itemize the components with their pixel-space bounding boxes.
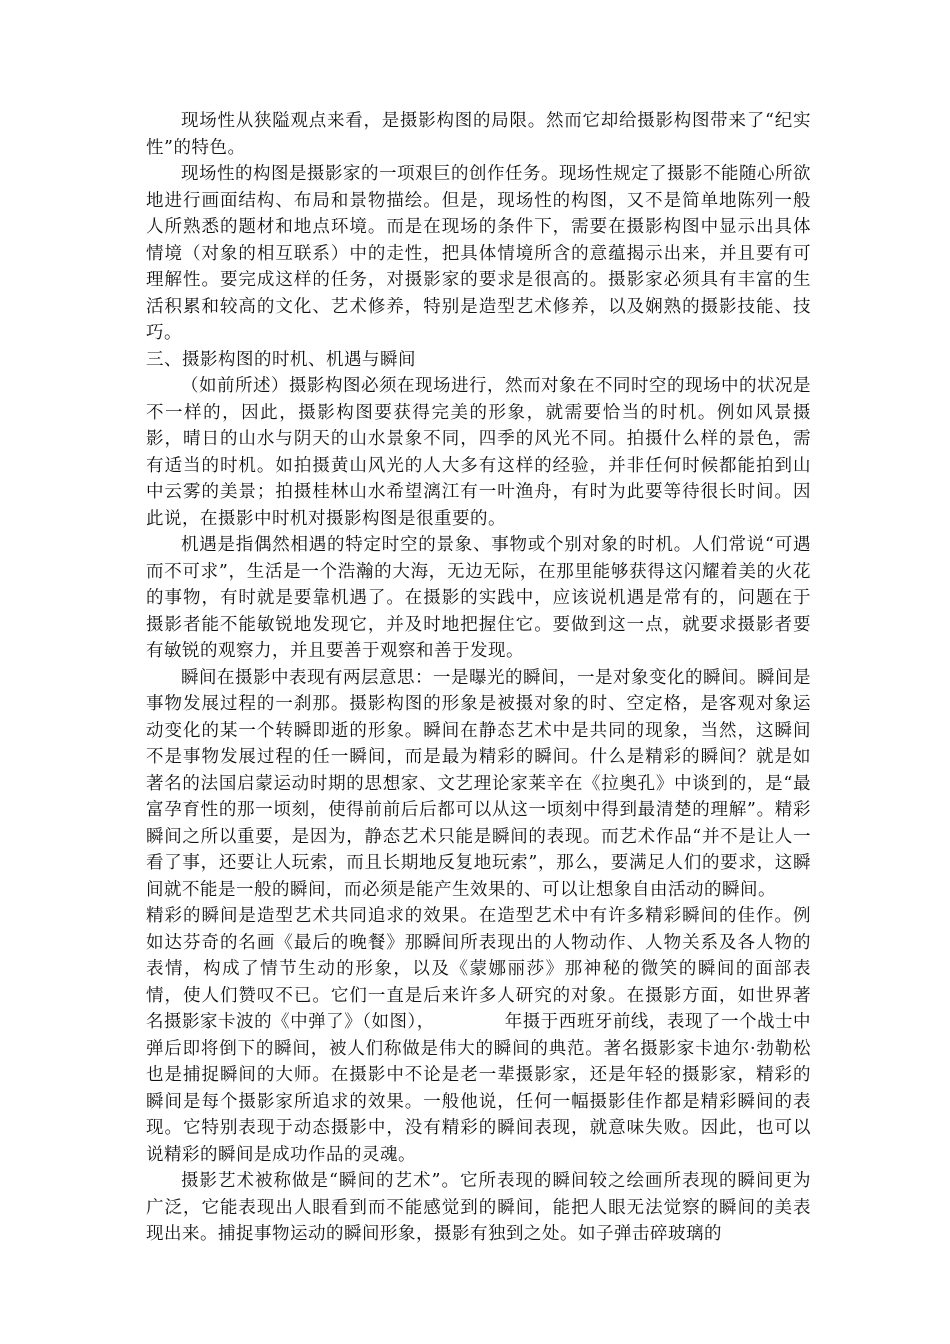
paragraph-opportunity: 机遇是指偶然相遇的特定时空的景象、事物或个别对象的时机。人们常说“可遇而不可求”，生活是一个浩瀚的大海，无边无际，在那里能够获得这闪耀着美的火花的事物，有时就是要靠机遇了。在摄影的实践中，应该说机遇是常有的，问题在于摄影者能不能敏锐地发现它，并及时地把握住它。要做到这一点，就要求摄影者要有敏锐的观察力，并且要善于观察和善于发现。 [146, 535, 811, 661]
paragraph-wonderful-moment-part-2: 年摄于西班牙前线，表现了一个战士中弹后即将倒下的瞬间，被人们称做是伟大的瞬间的典范。著名摄影家卡迪尔·勃勒松也是捕捉瞬间的大师。在摄影中不论是老一辈摄影家，还是年轻的摄影家，精彩的瞬间是每个摄影家所追求的效果。一般他说，任何一幅摄影佳作都是精彩瞬间的表现。它特别表现于动态摄影中，没有精彩的瞬间表现，就意味失败。因此，也可以说精彩的瞬间是成功作品的灵魂。 [146, 1012, 811, 1165]
paragraph-moment: 瞬间在摄影中表现有两层意思：一是曝光的瞬间，一是对象变化的瞬间。瞬间是事物发展过程的一刹那。摄影构图的形象是被摄对象的时、空定格，是客观对象运动变化的某一个转瞬即逝的形象。瞬间在静态艺术中是共同的现象，当然，这瞬间不是事物发展过程的任一瞬间，而是最为精彩的瞬间。什么是精彩的瞬间？就是如著名的法国启蒙运动时期的思想家、文艺理论家莱辛在《拉奥孔》中谈到的，是“最富孕育性的那一顷刻，使得前前后后都可以从这一顷刻中得到最清楚的理解”。精彩瞬间之所以重要，是因为，静态艺术只能是瞬间的表现。而艺术作品“并不是让人一看了事，还要让人玩索，而且长期地反复地玩索”，那么，要满足人们的要求，这瞬间就不能是一般的瞬间，而必须是能产生效果的、可以让想象自由活动的瞬间。 [146, 667, 811, 900]
paragraph-wonderful-moment-part-1: 精彩的瞬间是造型艺术共同追求的效果。在造型艺术中有许多精彩瞬间的佳作。例如达芬奇的名画《最后的晚餐》那瞬间所表现出的人物动作、人物关系及各人物的表情，构成了情节生动的形象，以及《蒙娜丽莎》那神秘的微笑的瞬间的面部表情，使人们赞叹不已。它们一直是后来许多人研究的对象。在摄影方面，如世界著名摄影家卡波的《中弹了》（如图）， [146, 906, 811, 1032]
paragraph-timing: （如前所述）摄影构图必须在现场进行，然而对象在不同时空的现场中的状况是不一样的，因此，摄影构图要获得完美的形象，就需要恰当的时机。例如风景摄影，晴日的山水与阴天的山水景象不同，四季的风光不同。拍摄什么样的景色，需有适当的时机。如拍摄黄山风光的人大多有这样的经验，并非任何时候都能拍到山中云雾的美景；拍摄桂林山水希望漓江有一叶渔舟，有时为此要等待很长时间。因此说，在摄影中时机对摄影构图是很重要的。 [146, 376, 811, 529]
paragraph-wonderful-moment [146, 903, 811, 1168]
paragraph-on-site-composition: 现场性的构图是摄影家的一项艰巨的创作任务。现场性规定了摄影不能随心所欲地进行画面结构、布局和景物描绘。但是，现场性的构图，又不是简单地陈列一般人所熟悉的题材和地点环境。而是在现场的条件下，需要在摄影构图中显示出具体情境（对象的相互联系）中的走性，把具体情境所含的意蕴揭示出来，并且要有可理解性。要完成这样的任务，对摄影家的要求是很高的。摄影家必须具有丰富的生活积累和较高的文化、艺术修养，特别是造型艺术修养，以及娴熟的摄影技能、技巧。 [146, 164, 811, 343]
section-heading: 三、摄影构图的时机、机遇与瞬间 [146, 349, 416, 370]
document-body [146, 108, 811, 1248]
paragraph-on-site-nature: 现场性从狭隘观点来看，是摄影构图的局限。然而它却给摄影构图带来了“纪实性”的特色。 [146, 111, 811, 158]
paragraph-art-of-moment: 摄影艺术被称做是“瞬间的艺术”。它所表现的瞬间较之绘画所表现的瞬间更为广泛，它能表现出人眼看到而不能感觉到的瞬间，能把人眼无法觉察的瞬间的美表现出来。捕捉事物运动的瞬间形象，摄影有独到之处。如子弹击碎玻璃的 [146, 1171, 811, 1244]
